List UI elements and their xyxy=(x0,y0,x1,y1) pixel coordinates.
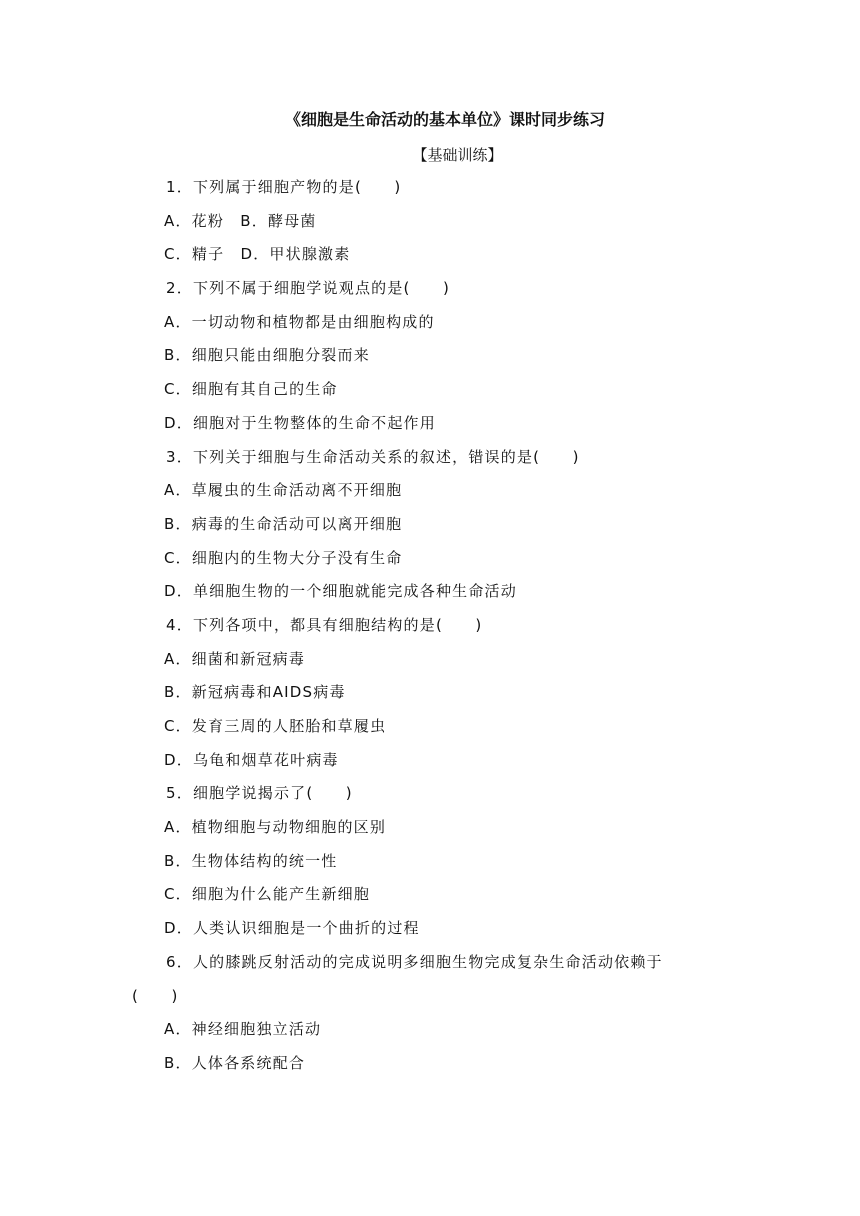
question-list xyxy=(0,175,860,1085)
question-option: D．乌龟和烟草花叶病毒 xyxy=(164,750,339,769)
question-option: A．草履虫的生命活动离不开细胞 xyxy=(164,481,403,500)
question-option: C．发育三周的人胚胎和草履虫 xyxy=(164,717,387,735)
question-option: C．细胞内的生物大分子没有生命 xyxy=(164,548,403,567)
question-option: C．细胞为什么能产生新细胞 xyxy=(164,885,371,904)
question-option: C．精子 D．甲状腺激素 xyxy=(164,245,351,264)
question-option: B．人体各系统配合 xyxy=(164,1053,306,1072)
question-option: D．细胞对于生物整体的生命不起作用 xyxy=(164,413,436,432)
question-option: B．病毒的生命活动可以离开细胞 xyxy=(164,514,403,533)
question-stem: 6．人的膝跳反射活动的完成说明多细胞生物完成复杂生命活动依赖于 xyxy=(166,952,663,971)
question-option: C．细胞有其自己的生命 xyxy=(164,380,338,399)
question-option: B．生物体结构的统一性 xyxy=(164,851,338,870)
question-option: A．细菌和新冠病毒 xyxy=(164,649,306,668)
question-stem: 5．细胞学说揭示了( ) xyxy=(166,784,353,803)
question-option: D．单细胞生物的一个细胞就能完成各种生命活动 xyxy=(164,582,517,601)
question-stem: 2．下列不属于细胞学说观点的是( ) xyxy=(166,279,451,298)
document-title: 《细胞是生命活动的基本单位》课时同步练习 xyxy=(284,110,605,129)
question-option: D．人类认识细胞是一个曲折的过程 xyxy=(164,919,420,938)
question-option: A．神经细胞独立活动 xyxy=(164,1020,322,1039)
question-stem: 4．下列各项中，都具有细胞结构的是( ) xyxy=(166,615,483,634)
question-stem: 3．下列关于细胞与生命活动关系的叙述，错误的是( ) xyxy=(166,447,580,466)
question-option: A．植物细胞与动物细胞的区别 xyxy=(164,818,387,837)
section-heading: 【基础训练】 xyxy=(412,146,503,164)
question-option: B．新冠病毒和AIDS病毒 xyxy=(164,683,346,702)
question-option: A．花粉 B．酵母菌 xyxy=(164,211,317,230)
question-option: B．细胞只能由细胞分裂而来 xyxy=(164,346,370,365)
question-option: A．一切动物和植物都是由细胞构成的 xyxy=(164,312,435,331)
question-stem-continuation: ( ) xyxy=(132,986,179,1005)
question-stem: 1．下列属于细胞产物的是( ) xyxy=(166,178,402,196)
